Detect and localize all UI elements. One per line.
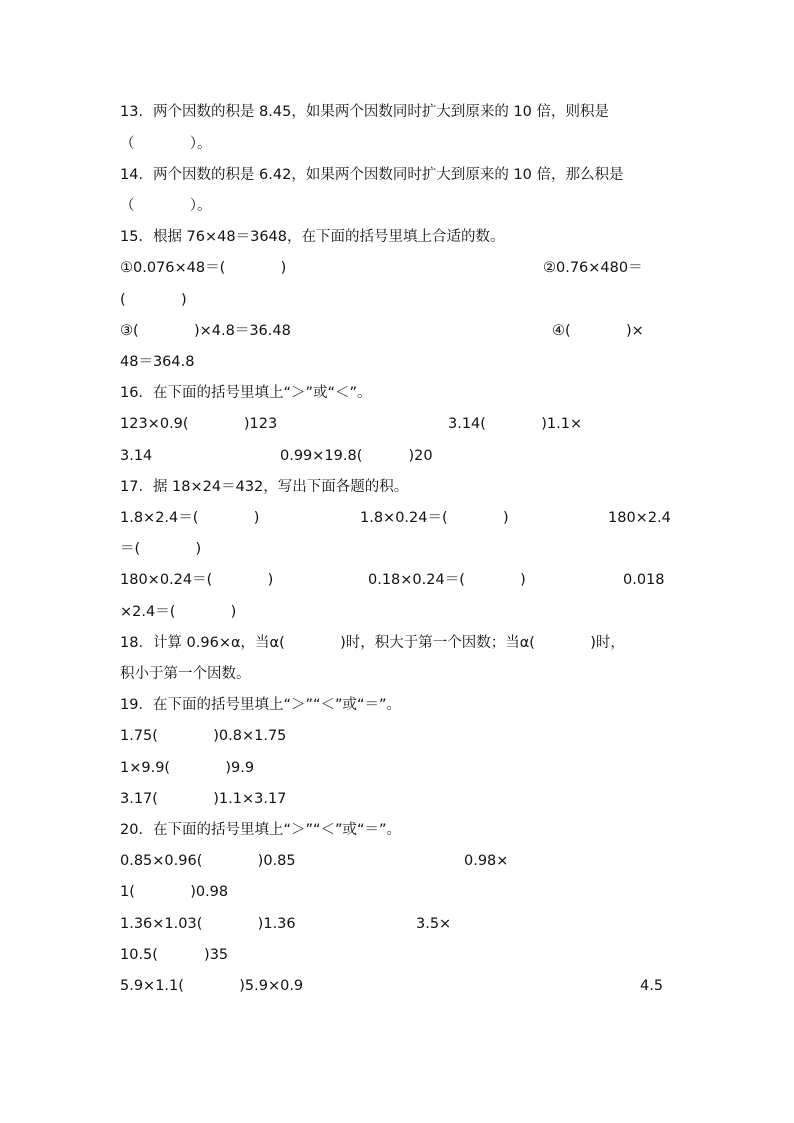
question-16-title: 16．在下面的括号里填上“＞”或“＜”。 bbox=[120, 385, 372, 401]
question-15-item-1: ①0.076×48＝( ) bbox=[120, 260, 287, 276]
question-14-answer-blank: （ ）。 bbox=[120, 198, 212, 214]
question-16-item-1: 123×0.9( )123 bbox=[120, 416, 278, 432]
question-20-item-3: 1.36×1.03( )1.36 bbox=[120, 916, 296, 932]
question-17-item-3-cont: ＝( ) bbox=[120, 541, 202, 557]
question-20-title: 20．在下面的括号里填上“＞”“＜”或“＝”。 bbox=[120, 822, 402, 838]
question-19-title: 19．在下面的括号里填上“＞”“＜”或“＝”。 bbox=[120, 697, 402, 713]
question-17-item-4: 180×0.24＝( ) bbox=[120, 572, 274, 588]
question-17-item-3: 180×2.4 bbox=[608, 510, 671, 526]
question-20-item-2-cont: 1( )0.98 bbox=[120, 884, 229, 900]
question-17-item-6: 0.018 bbox=[623, 572, 665, 588]
question-19-item-2: 1×9.9( )9.9 bbox=[120, 760, 255, 776]
question-20-item-1: 0.85×0.96( )0.85 bbox=[120, 853, 296, 869]
question-17-title: 17．据 18×24＝432，写出下面各题的积。 bbox=[120, 479, 409, 495]
question-15-item-2: ②0.76×480＝ bbox=[543, 260, 643, 276]
question-16-item-2: 3.14( )1.1× bbox=[448, 416, 583, 432]
question-15-title: 15．根据 76×48＝3648，在下面的括号里填上合适的数。 bbox=[120, 229, 505, 245]
question-15-item-4-cont: 48＝364.8 bbox=[120, 354, 195, 370]
question-13-line-1: 13．两个因数的积是 8.45，如果两个因数同时扩大到原来的 10 倍，则积是 bbox=[120, 104, 610, 120]
question-20-item-4-cont: 10.5( )35 bbox=[120, 947, 229, 963]
question-20-item-6: 4.5 bbox=[640, 978, 664, 994]
question-16-item-2-cont: 3.14 bbox=[120, 448, 153, 464]
question-13-answer-blank: （ ）。 bbox=[120, 136, 212, 152]
question-18-line-2: 积小于第一个因数。 bbox=[120, 666, 251, 682]
question-15-item-3: ③( )×4.8＝36.48 bbox=[120, 323, 291, 339]
question-17-item-2: 1.8×0.24＝( ) bbox=[360, 510, 509, 526]
question-19-item-1: 1.75( )0.8×1.75 bbox=[120, 728, 287, 744]
question-20-item-5: 5.9×1.1( )5.9×0.9 bbox=[120, 978, 304, 994]
question-20-item-4: 3.5× bbox=[416, 916, 452, 932]
question-17-item-5: 0.18×0.24＝( ) bbox=[368, 572, 526, 588]
question-17-item-6-cont: ×2.4＝( ) bbox=[120, 604, 237, 620]
question-17-item-1: 1.8×2.4＝( ) bbox=[120, 510, 260, 526]
question-19-item-3: 3.17( )1.1×3.17 bbox=[120, 791, 287, 807]
question-16-item-3: 0.99×19.8( )20 bbox=[280, 448, 433, 464]
question-14-line-1: 14．两个因数的积是 6.42，如果两个因数同时扩大到原来的 10 倍，那么积是 bbox=[120, 167, 624, 183]
question-18-line-1: 18．计算 0.96×α，当α( )时，积大于第一个因数；当α( )时， bbox=[120, 635, 625, 651]
question-15-item-2-blank: ( ) bbox=[120, 292, 187, 308]
question-20-item-2: 0.98× bbox=[464, 853, 509, 869]
question-15-item-4: ④( )× bbox=[552, 323, 644, 339]
